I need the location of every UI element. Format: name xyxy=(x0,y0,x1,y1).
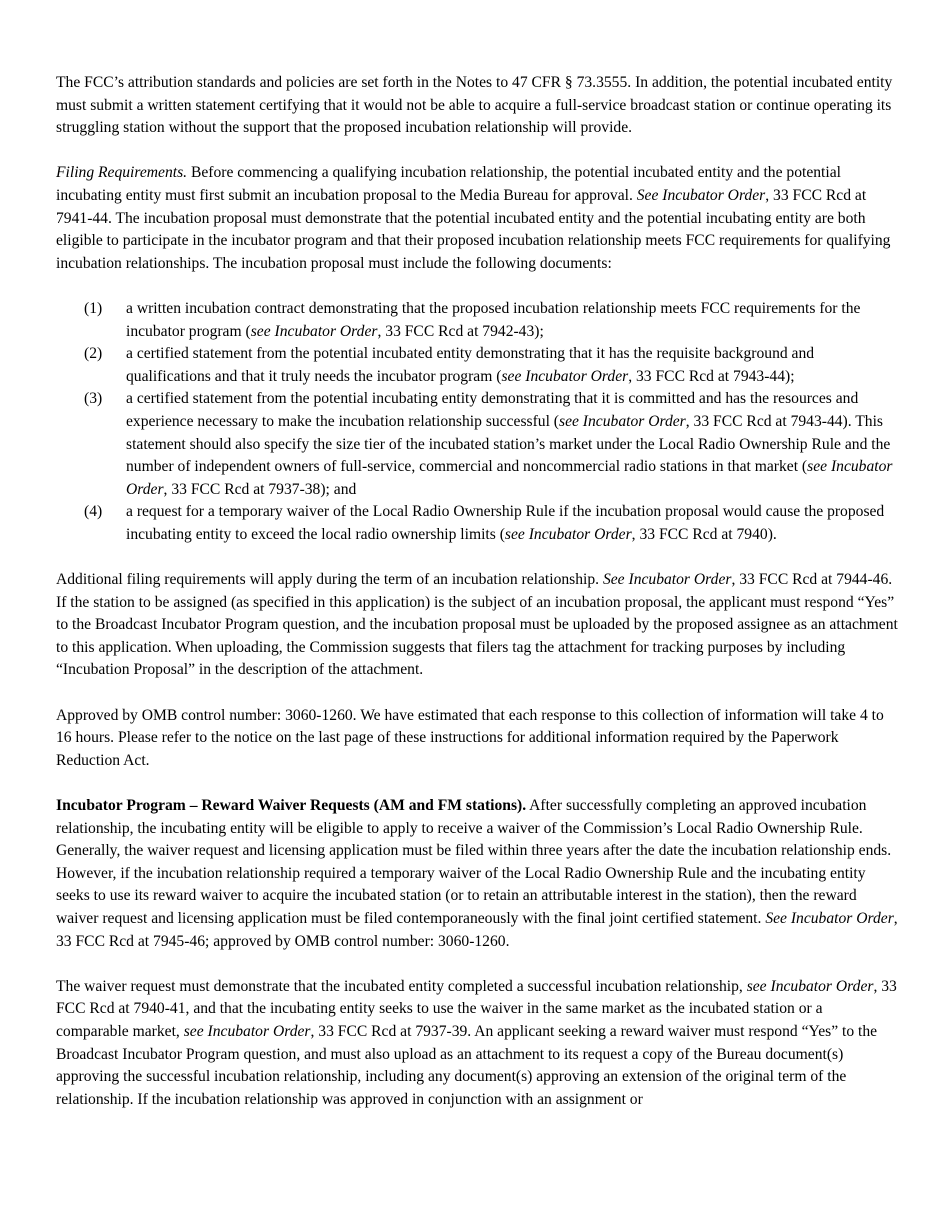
omb-approval-text: Approved by OMB control number: 3060-1260. We have estimated that each response to this collection of information will take 4 to 16 hours. Please refer to the notice on the last page of these instructions for additional information required by the Paperwork Reduction Act. xyxy=(56,706,884,769)
list-item-text: a certified statement from the potential incubating entity demonstrating that it is committed and has the resources and experience necessary to make the incubation relationship successful ( xyxy=(126,390,859,430)
list-item-text: a written incubation contract demonstrating that the proposed incubation relationship meets FCC requirements for the incubator program ( xyxy=(126,299,861,340)
paragraph-reward-waiver xyxy=(56,795,898,953)
paragraph-additional-requirements xyxy=(56,569,898,682)
citation: See Incubator Order xyxy=(602,571,732,589)
citation: see Incubator Order xyxy=(559,412,686,430)
waiver-request-text-1: The waiver request must demonstrate that the incubated entity completed a successful incubation relationship, xyxy=(56,977,747,995)
citation: see Incubator Order xyxy=(501,367,629,385)
citation: see Incubator Order xyxy=(250,322,378,340)
paragraph-attribution-text: The FCC’s attribution standards and policies are set forth in the Notes to 47 CFR § 73.3555. In addition, the potential incubated entity must submit a written statement certifying that it would not be able to acquire a full-service broadcast station or continue operating its struggling station without the support that the proposed incubation relationship will provide. xyxy=(56,74,893,137)
additional-requirements-text-1: Additional filing requirements will apply during the term of an incubation relationship. xyxy=(56,571,603,589)
waiver-request-text-2: , 33 FCC Rcd at 7940-41, and that the incubating entity seeks to use the waiver in the same market as the incubated station or a comparable market, xyxy=(56,977,897,1040)
list-item xyxy=(56,298,898,343)
filing-requirements-heading: Filing Requirements. xyxy=(56,164,188,182)
list-item-text: , 33 FCC Rcd at 7943-44); xyxy=(628,367,795,385)
list-item-number: (2) xyxy=(84,345,103,363)
list-item xyxy=(56,501,898,546)
citation: see Incubator Order xyxy=(746,977,874,995)
required-documents-list xyxy=(56,298,898,547)
paragraph-filing-requirements xyxy=(56,162,898,275)
reward-waiver-heading: Incubator Program – Reward Waiver Requests (AM and FM stations). xyxy=(56,797,527,814)
list-item-text: , 33 FCC Rcd at 7942-43); xyxy=(377,322,544,340)
paragraph-waiver-request xyxy=(56,976,898,1112)
list-item-text: a certified statement from the potential incubated entity demonstrating that it has the requisite background and qualifications and that it truly needs the incubator program ( xyxy=(126,345,815,385)
list-item xyxy=(56,388,898,501)
paragraph-omb-approval xyxy=(56,705,898,773)
list-item-number: (1) xyxy=(84,299,103,317)
filing-requirements-text-2: , 33 FCC Rcd at 7941-44. The incubation proposal must demonstrate that the potential incubated entity and the potential incubating entity are both eligible to participate in the incubator program and that their proposed incubation relationship meets FCC requirements for qualifying incubation relationships. The incubation proposal must include the following documents: xyxy=(56,186,891,272)
waiver-request-text-3: , 33 FCC Rcd at 7937-39. An applicant seeking a reward waiver must respond “Yes” to the Broadcast Incubator Program question, and must also upload as an attachment to its request a copy of the Bureau document(s) approving the successful incubation relationship, including any document(s) approving an extension of the original term of the relationship. If the incubation relationship was approved in conjunction with an assignment or xyxy=(56,1022,878,1108)
citation: See Incubator Order xyxy=(636,186,766,204)
citation: See Incubator Order xyxy=(765,909,894,927)
citation: see Incubator Order xyxy=(126,458,893,498)
reward-waiver-text-1: After successfully completing an approved incubation relationship, the incubating entity will be eligible to apply to receive a waiver of the Commission’s Local Radio Ownership Rule. Generally, the waiver request and licensing application must be filed within three years after the date the incubation relationship ends. However, if the incubation relationship required a temporary waiver of the Local Radio Ownership Rule and the incubating entity seeks to use its reward waiver to acquire the incubated station (or to retain an attributable interest in the station), then the reward waiver request and licensing application must be filed contemporaneously with the final joint certified statement. xyxy=(56,797,892,927)
additional-requirements-text-2: , 33 FCC Rcd at 7944-46. If the station to be assigned (as specified in this application) is the subject of an incubation proposal, the applicant must respond “Yes” to the Broadcast Incubator Program question, and the incubation proposal must be uploaded by the proposed assignee as an attachment to this application. When uploading, the Commission suggests that filers tag the attachment for tracking purposes by including “Incubation Proposal” in the description of the attachment. xyxy=(56,571,898,679)
citation: see Incubator Order xyxy=(504,525,632,543)
list-item-number: (3) xyxy=(84,390,103,408)
list-item-number: (4) xyxy=(84,503,103,521)
paragraph-attribution xyxy=(56,72,898,140)
list-item-text: , 33 FCC Rcd at 7937-38); and xyxy=(163,480,357,498)
filing-requirements-text-1: Before commencing a qualifying incubation relationship, the potential incubated entity and the potential incubating entity must first submit an incubation proposal to the Media Bureau for approval. xyxy=(56,164,841,204)
reward-waiver-text-2: , 33 FCC Rcd at 7945-46; approved by OMB control number: 3060-1260. xyxy=(56,909,898,950)
citation: see Incubator Order xyxy=(183,1022,311,1040)
list-item-text: , 33 FCC Rcd at 7943-44). This statement should also specify the size tier of the incubated station’s market under the Local Radio Ownership Rule and the number of independent owners of full-service, commercial and noncommercial radio stations in that market ( xyxy=(126,412,891,476)
list-item-text: a request for a temporary waiver of the Local Radio Ownership Rule if the incubation proposal would cause the proposed incubating entity to exceed the local radio ownership limits ( xyxy=(126,503,885,543)
document-page xyxy=(56,72,898,1134)
list-item-text: , 33 FCC Rcd at 7940). xyxy=(631,525,777,543)
list-item xyxy=(56,343,898,388)
